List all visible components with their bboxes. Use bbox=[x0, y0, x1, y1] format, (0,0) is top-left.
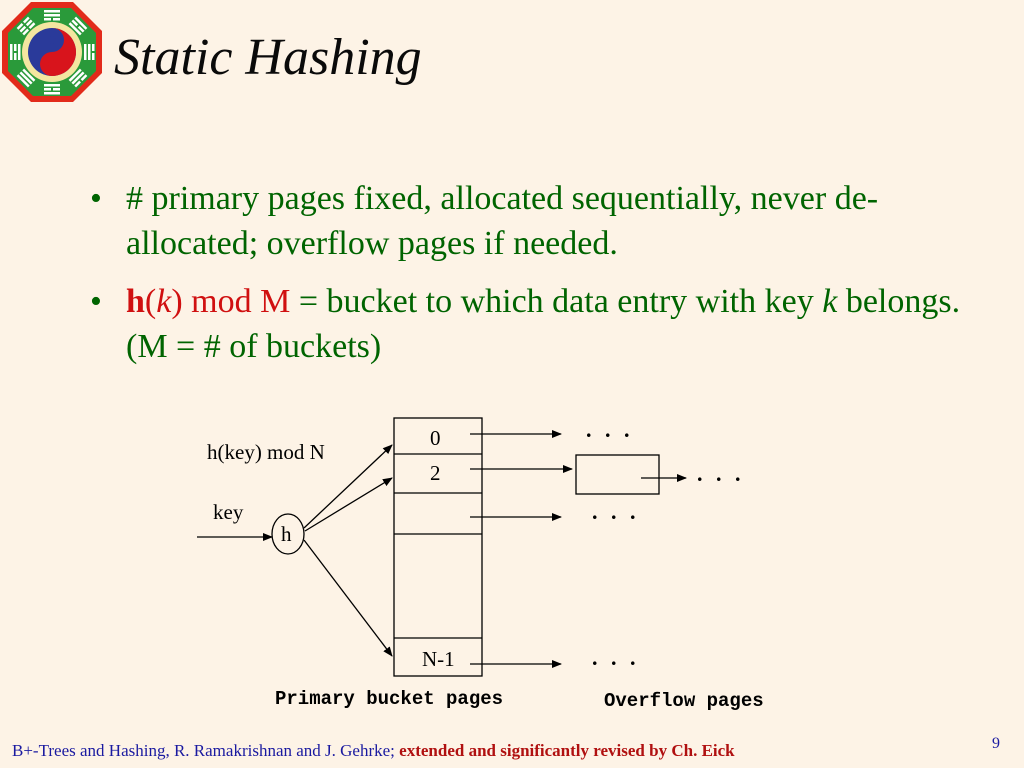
hash-function-label: h bbox=[281, 522, 292, 546]
primary-pages-caption: Primary bucket pages bbox=[275, 688, 504, 710]
bullet-marker: • bbox=[90, 283, 102, 320]
bucket-label-n1: N-1 bbox=[422, 647, 455, 671]
paren-open: ( bbox=[144, 283, 157, 320]
key-var: k bbox=[156, 283, 172, 320]
hash-fn-name: h bbox=[126, 283, 145, 320]
overflow-page bbox=[576, 455, 659, 494]
mod-expression: ) mod M bbox=[171, 283, 291, 320]
overflow-ellipsis: . . . bbox=[697, 461, 745, 486]
overflow-ellipsis: . . . bbox=[592, 645, 640, 670]
primary-bucket-pages bbox=[394, 418, 482, 676]
footer-citation: B+-Trees and Hashing, R. Ramakrishnan and J. Gehrke; bbox=[12, 741, 400, 760]
footer bbox=[12, 741, 735, 761]
bullet-marker: • bbox=[90, 180, 102, 217]
overflow-ellipsis: . . . bbox=[592, 499, 640, 524]
bullet-text-end: belongs. (M = # of buckets) bbox=[126, 283, 961, 365]
hash-mod-label: h(key) mod N bbox=[207, 440, 325, 464]
footer-credit: extended and significantly revised by Ch. Eick bbox=[399, 741, 735, 760]
key-label: key bbox=[213, 500, 244, 524]
overflow-pages-caption: Overflow pages bbox=[604, 690, 764, 712]
bullet-text: = bucket to which data entry with key bbox=[290, 283, 823, 320]
bullet-text: # primary pages fixed, allocated sequentially, never de-allocated; overflow pages if needed. bbox=[126, 180, 879, 262]
overflow-ellipsis: . . . bbox=[586, 417, 634, 442]
hash-arrow-bucket-n1 bbox=[304, 540, 392, 656]
bucket-label-0: 0 bbox=[430, 426, 441, 450]
page-number: 9 bbox=[992, 735, 1000, 752]
slide-title: Static Hashing bbox=[114, 29, 422, 86]
key-var-green: k bbox=[822, 283, 838, 320]
bucket-label-2: 2 bbox=[430, 461, 441, 485]
